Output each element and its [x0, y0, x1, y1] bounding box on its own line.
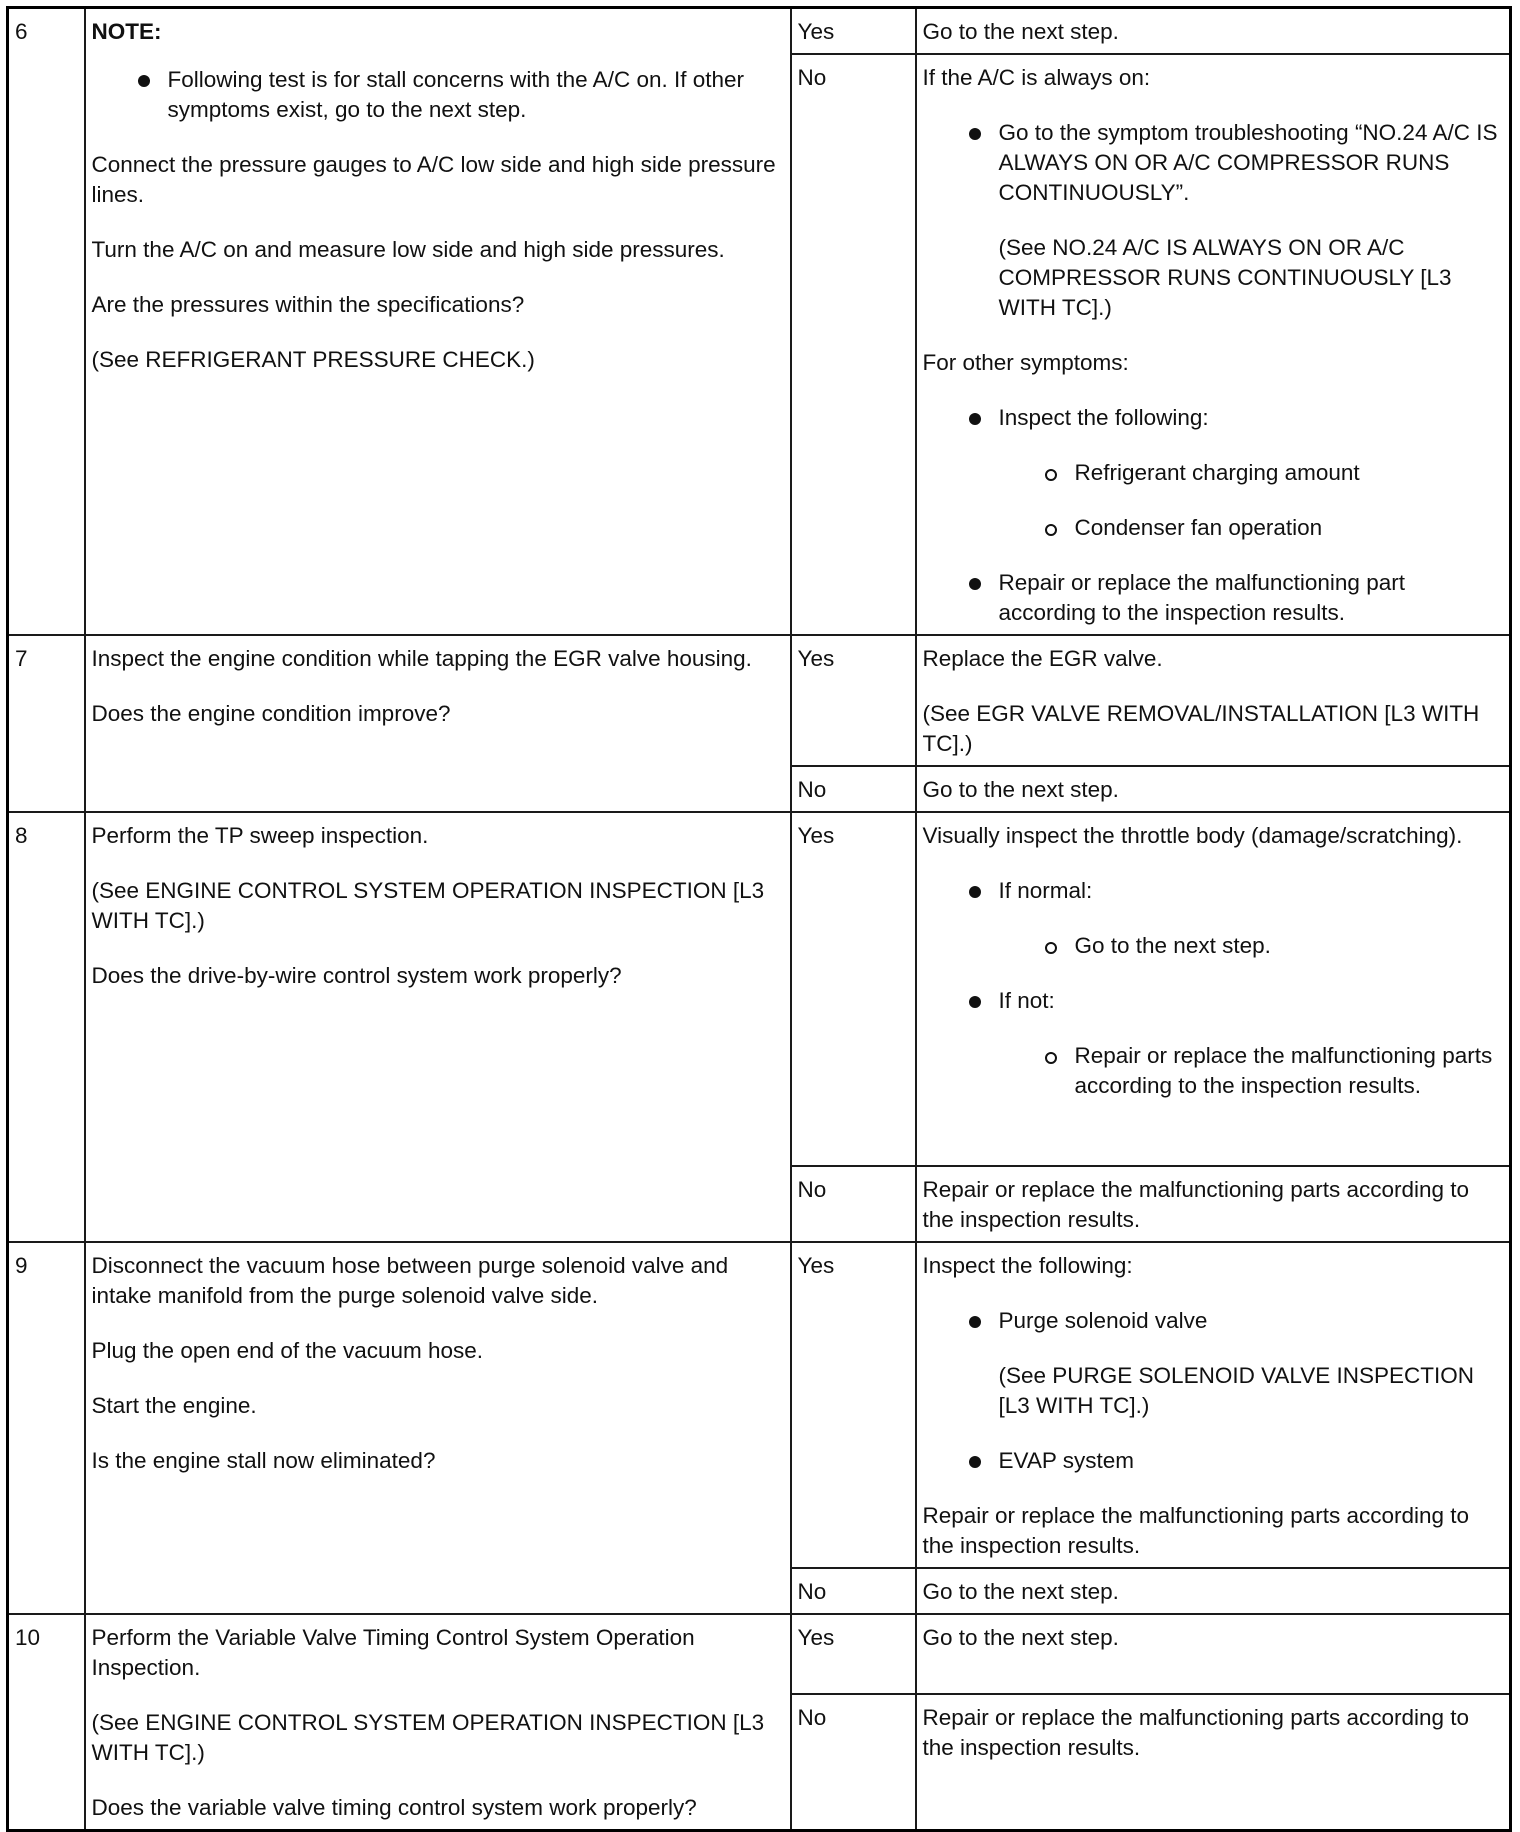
list-item: [999, 458, 1504, 488]
yes-result: Visually inspect the throttle body (damage/scratching).: [922, 823, 1463, 848]
table-row: [8, 635, 1511, 766]
action-question: Are the pressures within the specifications?: [91, 292, 525, 317]
list-item: [923, 1446, 1504, 1476]
bullet-text: Purge solenoid valve: [998, 1308, 1208, 1333]
answer-yes-label: Yes: [791, 8, 916, 55]
step-number: 8: [8, 812, 85, 1242]
action-text: Inspect the engine condition while tapping the EGR valve housing.: [91, 646, 752, 671]
answer-yes-label: Yes: [791, 1614, 916, 1694]
no-result: Go to the next step.: [916, 1568, 1511, 1614]
sub-bullet-text: Repair or replace the malfunctioning parts according to the inspection results.: [1074, 1043, 1493, 1098]
bullet-icon: [969, 413, 981, 425]
no-result-cell: [916, 54, 1511, 635]
action-text: Perform the TP sweep inspection.: [91, 823, 429, 848]
no-result: Go to the next step.: [916, 766, 1511, 812]
table-row: [8, 8, 1511, 55]
circle-bullet-icon: [1045, 469, 1057, 481]
bullet-text: Repair or replace the malfunctioning part according to the inspection results.: [998, 570, 1405, 625]
answer-yes-label: Yes: [791, 635, 916, 766]
bullet-icon: [969, 996, 981, 1008]
circle-bullet-icon: [1045, 524, 1057, 536]
sub-bullet-text: Refrigerant charging amount: [1074, 460, 1360, 485]
no-list-2: [923, 403, 1504, 628]
yes-list: [923, 876, 1504, 1101]
action-cell: [85, 8, 791, 636]
sub-list: [999, 458, 1504, 543]
action-question: Does the engine condition improve?: [91, 701, 451, 726]
sub-list: [999, 1041, 1504, 1101]
list-item: [923, 403, 1504, 543]
bullet-text: EVAP system: [998, 1448, 1134, 1473]
action-question: Is the engine stall now eliminated?: [91, 1448, 436, 1473]
list-item: [923, 118, 1504, 323]
yes-result: Go to the next step.: [916, 1614, 1511, 1694]
action-cell: [85, 1242, 791, 1614]
action-cell: [85, 1614, 791, 1831]
reference-text: (See PURGE SOLENOID VALVE INSPECTION [L3 WITH TC].): [998, 1363, 1475, 1418]
note-bullet-text: Following test is for stall concerns with the A/C on. If other symptoms exist, go to the next step.: [167, 67, 745, 122]
sub-list: [999, 931, 1504, 961]
table-row: [8, 1614, 1511, 1694]
action-text: Connect the pressure gauges to A/C low side and high side pressure lines.: [91, 152, 776, 207]
reference-text: (See NO.24 A/C IS ALWAYS ON OR A/C COMPRESSOR RUNS CONTINUOUSLY [L3 WITH TC].): [998, 235, 1452, 320]
bullet-text: If not:: [998, 988, 1055, 1013]
yes-result: Replace the EGR valve.: [922, 646, 1163, 671]
bullet-icon: [969, 128, 981, 140]
bullet-icon: [969, 578, 981, 590]
troubleshooting-table: [6, 6, 1512, 1832]
bullet-text: Inspect the following:: [998, 405, 1209, 430]
list-item: [923, 568, 1504, 628]
bullet-icon: [138, 75, 150, 87]
action-question: Does the variable valve timing control system work properly?: [91, 1795, 697, 1820]
bullet-icon: [969, 1456, 981, 1468]
list-item: [999, 513, 1504, 543]
list-item: [923, 876, 1504, 961]
yes-result-cell: [916, 635, 1511, 766]
action-reference: (See REFRIGERANT PRESSURE CHECK.): [91, 347, 535, 372]
step-number: 7: [8, 635, 85, 812]
list-item: [923, 1306, 1504, 1421]
yes-list: [923, 1306, 1504, 1476]
note-list: [92, 65, 784, 125]
note-title: NOTE:: [91, 19, 162, 44]
circle-bullet-icon: [1045, 1052, 1057, 1064]
circle-bullet-icon: [1045, 942, 1057, 954]
yes-result-cell: [916, 812, 1511, 1166]
action-text: Disconnect the vacuum hose between purge solenoid valve and intake manifold from the purge solenoid valve side.: [91, 1253, 729, 1308]
answer-no-label: No: [791, 54, 916, 635]
bullet-text: If normal:: [998, 878, 1093, 903]
yes-result: Repair or replace the malfunctioning parts according to the inspection results.: [922, 1503, 1470, 1558]
yes-result: Go to the next step.: [916, 8, 1511, 55]
table-row: [8, 812, 1511, 1166]
no-result: Repair or replace the malfunctioning parts according to the inspection results.: [916, 1166, 1511, 1242]
no-list: [923, 118, 1504, 323]
answer-no-label: No: [791, 1166, 916, 1242]
action-text: Perform the Variable Valve Timing Control System Operation Inspection.: [91, 1625, 695, 1680]
step-number: 6: [8, 8, 85, 636]
sub-bullet-text: Go to the next step.: [1074, 933, 1271, 958]
action-cell: [85, 812, 791, 1242]
action-cell: [85, 635, 791, 812]
answer-no-label: No: [791, 766, 916, 812]
action-text: Start the engine.: [91, 1393, 257, 1418]
answer-no-label: No: [791, 1568, 916, 1614]
yes-intro: Inspect the following:: [922, 1253, 1133, 1278]
sub-bullet-text: Condenser fan operation: [1074, 515, 1323, 540]
answer-yes-label: Yes: [791, 1242, 916, 1568]
no-other: For other symptoms:: [922, 350, 1129, 375]
action-text: Turn the A/C on and measure low side and high side pressures.: [91, 237, 725, 262]
yes-result-cell: [916, 1242, 1511, 1568]
answer-no-label: No: [791, 1694, 916, 1831]
table-row: [8, 1242, 1511, 1568]
action-text: Plug the open end of the vacuum hose.: [91, 1338, 484, 1363]
step-number: 9: [8, 1242, 85, 1614]
list-item: [92, 65, 784, 125]
reference-text: (See EGR VALVE REMOVAL/INSTALLATION [L3 WITH TC].): [922, 701, 1480, 756]
step-number: 10: [8, 1614, 85, 1831]
list-item: [999, 1041, 1504, 1101]
no-result: Repair or replace the malfunctioning parts according to the inspection results.: [916, 1694, 1511, 1831]
bullet-text: Go to the symptom troubleshooting “NO.24 A/C IS ALWAYS ON OR A/C COMPRESSOR RUNS CONTINUOUSLY”.: [998, 120, 1498, 205]
bullet-icon: [969, 1316, 981, 1328]
reference-text: (See ENGINE CONTROL SYSTEM OPERATION INSPECTION [L3 WITH TC].): [91, 1710, 765, 1765]
action-question: Does the drive-by-wire control system work properly?: [91, 963, 622, 988]
reference-text: (See ENGINE CONTROL SYSTEM OPERATION INSPECTION [L3 WITH TC].): [91, 878, 765, 933]
no-intro: If the A/C is always on:: [922, 65, 1151, 90]
bullet-icon: [969, 886, 981, 898]
list-item: [999, 931, 1504, 961]
answer-yes-label: Yes: [791, 812, 916, 1166]
list-item: [923, 986, 1504, 1101]
